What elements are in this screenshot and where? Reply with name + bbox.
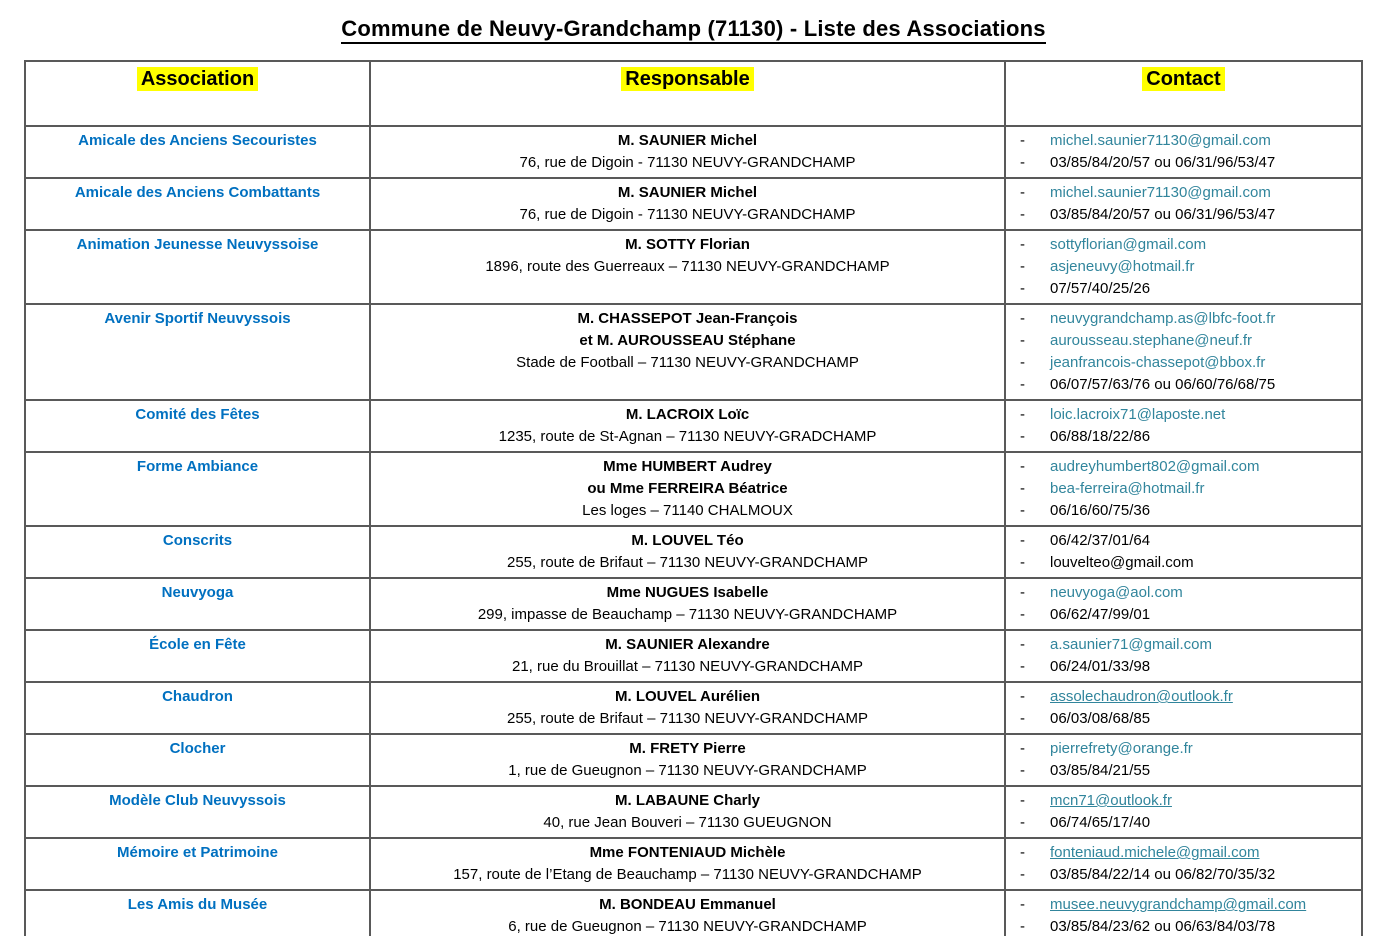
responsable-cell bbox=[370, 230, 1005, 304]
responsable-address: 40, rue Jean Bouveri – 71130 GUEUGNON bbox=[543, 814, 832, 831]
contact-email-link[interactable]: bea-ferreira@hotmail.fr bbox=[1050, 480, 1205, 497]
contact-email-link[interactable]: audreyhumbert802@gmail.com bbox=[1050, 458, 1260, 475]
responsable-cell bbox=[370, 452, 1005, 526]
contact-line bbox=[1020, 760, 1355, 782]
contact-email-link[interactable]: mcn71@outlook.fr bbox=[1050, 792, 1172, 809]
contact-line bbox=[1020, 456, 1355, 478]
list-dash: - bbox=[1020, 554, 1025, 571]
contact-cell bbox=[1005, 526, 1362, 578]
list-dash: - bbox=[1020, 896, 1025, 913]
contact-cell bbox=[1005, 578, 1362, 630]
contact-line bbox=[1020, 478, 1355, 500]
contact-phone: 06/88/18/22/86 bbox=[1050, 428, 1151, 445]
table-row bbox=[25, 682, 1362, 734]
responsable-address: 1, rue de Gueugnon – 71130 NEUVY-GRANDCHAMP bbox=[508, 762, 867, 779]
responsable-address: 1235, route de St-Agnan – 71130 NEUVY-GRADCHAMP bbox=[498, 428, 877, 445]
contact-phone: 03/85/84/20/57 ou 06/31/96/53/47 bbox=[1050, 154, 1276, 171]
contact-email-link[interactable]: pierrefrety@orange.fr bbox=[1050, 740, 1193, 757]
list-dash: - bbox=[1020, 710, 1025, 727]
responsable-name: M. FRETY Pierre bbox=[629, 740, 746, 757]
contact-cell bbox=[1005, 630, 1362, 682]
list-dash: - bbox=[1020, 310, 1025, 327]
contact-email-link[interactable]: sottyflorian@gmail.com bbox=[1050, 236, 1207, 253]
responsable-name: Mme FONTENIAUD Michèle bbox=[589, 844, 786, 861]
contact-line bbox=[1020, 842, 1355, 864]
contact-phone: 07/57/40/25/26 bbox=[1050, 280, 1151, 297]
contact-email-link[interactable]: a.saunier71@gmail.com bbox=[1050, 636, 1212, 653]
association-name: Amicale des Anciens Combattants bbox=[25, 178, 370, 230]
list-dash: - bbox=[1020, 332, 1025, 349]
contact-line bbox=[1020, 404, 1355, 426]
page-title-text: Commune de Neuvy-Grandchamp (71130) - Liste des Associations bbox=[341, 16, 1045, 44]
contact-email-link[interactable]: louvelteo@gmail.com bbox=[1050, 554, 1194, 571]
contact-line bbox=[1020, 374, 1355, 396]
association-name: École en Fête bbox=[25, 630, 370, 682]
association-name: Forme Ambiance bbox=[25, 452, 370, 526]
column-header-contact bbox=[1005, 61, 1362, 126]
contact-email-link[interactable]: neuvygrandchamp.as@lbfc-foot.fr bbox=[1050, 310, 1276, 327]
contact-line bbox=[1020, 634, 1355, 656]
table-row bbox=[25, 734, 1362, 786]
contact-cell bbox=[1005, 838, 1362, 890]
list-dash: - bbox=[1020, 584, 1025, 601]
list-dash: - bbox=[1020, 258, 1025, 275]
responsable-address: 157, route de l’Etang de Beauchamp – 71130 NEUVY-GRANDCHAMP bbox=[453, 866, 922, 883]
contact-email-link[interactable]: musee.neuvygrandchamp@gmail.com bbox=[1050, 896, 1307, 913]
list-dash: - bbox=[1020, 688, 1025, 705]
list-dash: - bbox=[1020, 606, 1025, 623]
responsable-cell bbox=[370, 682, 1005, 734]
list-dash: - bbox=[1020, 206, 1025, 223]
contact-phone: 06/16/60/75/36 bbox=[1050, 502, 1151, 519]
contact-email-link[interactable]: michel.saunier71130@gmail.com bbox=[1050, 132, 1271, 149]
responsable-name: ou Mme FERREIRA Béatrice bbox=[587, 480, 788, 497]
association-name: Animation Jeunesse Neuvyssoise bbox=[25, 230, 370, 304]
list-dash: - bbox=[1020, 406, 1025, 423]
associations-table bbox=[24, 60, 1363, 936]
contact-email-link[interactable]: aurousseau.stephane@neuf.fr bbox=[1050, 332, 1253, 349]
responsable-name: M. BONDEAU Emmanuel bbox=[599, 896, 776, 913]
list-dash: - bbox=[1020, 236, 1025, 253]
association-name: Modèle Club Neuvyssois bbox=[25, 786, 370, 838]
contact-phone: 06/24/01/33/98 bbox=[1050, 658, 1151, 675]
contact-email-link[interactable]: asjeneuvy@hotmail.fr bbox=[1050, 258, 1195, 275]
responsable-cell bbox=[370, 890, 1005, 936]
contact-line bbox=[1020, 916, 1355, 936]
column-header-contact-label: Contact bbox=[1142, 67, 1224, 91]
contact-line bbox=[1020, 530, 1355, 552]
column-header-responsable-label: Responsable bbox=[621, 67, 753, 91]
responsable-name: M. LABAUNE Charly bbox=[614, 792, 760, 809]
responsable-name: M. SAUNIER Alexandre bbox=[605, 636, 770, 653]
contact-cell bbox=[1005, 304, 1362, 400]
contact-cell bbox=[1005, 178, 1362, 230]
responsable-address: 76, rue de Digoin - 71130 NEUVY-GRANDCHAMP bbox=[519, 206, 856, 223]
list-dash: - bbox=[1020, 184, 1025, 201]
association-name: Conscrits bbox=[25, 526, 370, 578]
list-dash: - bbox=[1020, 814, 1025, 831]
responsable-name: M. LACROIX Loïc bbox=[625, 406, 750, 423]
responsable-name: M. CHASSEPOT Jean-François bbox=[577, 310, 798, 327]
responsable-cell bbox=[370, 838, 1005, 890]
contact-phone: 06/07/57/63/76 ou 06/60/76/68/75 bbox=[1050, 376, 1276, 393]
contact-phone: 06/62/47/99/01 bbox=[1050, 606, 1151, 623]
contact-cell bbox=[1005, 734, 1362, 786]
responsable-address: 299, impasse de Beauchamp – 71130 NEUVY-GRANDCHAMP bbox=[477, 606, 898, 623]
contact-line bbox=[1020, 686, 1355, 708]
contact-email-link[interactable]: assolechaudron@outlook.fr bbox=[1050, 688, 1233, 705]
contact-phone: 03/85/84/20/57 ou 06/31/96/53/47 bbox=[1050, 206, 1276, 223]
contact-line bbox=[1020, 152, 1355, 174]
page-title bbox=[0, 0, 1387, 42]
contact-line bbox=[1020, 182, 1355, 204]
contact-phone: 03/85/84/23/62 ou 06/63/84/03/78 bbox=[1050, 918, 1276, 935]
responsable-address: 21, rue du Brouillat – 71130 NEUVY-GRANDCHAMP bbox=[512, 658, 863, 675]
contact-line bbox=[1020, 278, 1355, 300]
responsable-name: M. SAUNIER Michel bbox=[617, 132, 758, 149]
responsable-address: Stade de Football – 71130 NEUVY-GRANDCHAMP bbox=[516, 354, 859, 371]
list-dash: - bbox=[1020, 458, 1025, 475]
responsable-cell bbox=[370, 630, 1005, 682]
contact-email-link[interactable]: jeanfrancois-chassepot@bbox.fr bbox=[1050, 354, 1266, 371]
contact-line bbox=[1020, 864, 1355, 886]
associations-tbody bbox=[25, 126, 1362, 936]
association-name: Amicale des Anciens Secouristes bbox=[25, 126, 370, 178]
contact-line bbox=[1020, 656, 1355, 678]
header-row bbox=[25, 61, 1362, 126]
contact-cell bbox=[1005, 400, 1362, 452]
list-dash: - bbox=[1020, 480, 1025, 497]
table-row bbox=[25, 838, 1362, 890]
list-dash: - bbox=[1020, 502, 1025, 519]
list-dash: - bbox=[1020, 844, 1025, 861]
responsable-cell bbox=[370, 304, 1005, 400]
contact-phone: 06/03/08/68/85 bbox=[1050, 710, 1151, 727]
contact-line bbox=[1020, 204, 1355, 226]
contact-line bbox=[1020, 234, 1355, 256]
table-row bbox=[25, 786, 1362, 838]
responsable-name: et M. AUROUSSEAU Stéphane bbox=[579, 332, 796, 349]
column-header-responsable bbox=[370, 61, 1005, 126]
contact-cell bbox=[1005, 452, 1362, 526]
responsable-address: 6, rue de Gueugnon – 71130 NEUVY-GRANDCHAMP bbox=[508, 918, 867, 935]
list-dash: - bbox=[1020, 636, 1025, 653]
list-dash: - bbox=[1020, 792, 1025, 809]
contact-line bbox=[1020, 738, 1355, 760]
responsable-address: Les loges – 71140 CHALMOUX bbox=[582, 502, 793, 519]
association-name: Comité des Fêtes bbox=[25, 400, 370, 452]
contact-line bbox=[1020, 130, 1355, 152]
contact-phone: 06/42/37/01/64 bbox=[1050, 532, 1151, 549]
association-name: Chaudron bbox=[25, 682, 370, 734]
list-dash: - bbox=[1020, 428, 1025, 445]
list-dash: - bbox=[1020, 866, 1025, 883]
table-header bbox=[25, 61, 1362, 126]
table-row bbox=[25, 304, 1362, 400]
contact-email-link[interactable]: loic.lacroix71@laposte.net bbox=[1050, 406, 1226, 423]
responsable-cell bbox=[370, 786, 1005, 838]
responsable-cell bbox=[370, 734, 1005, 786]
responsable-cell bbox=[370, 400, 1005, 452]
responsable-cell bbox=[370, 178, 1005, 230]
table-row bbox=[25, 526, 1362, 578]
table-row bbox=[25, 890, 1362, 936]
contact-line bbox=[1020, 812, 1355, 834]
contact-line bbox=[1020, 330, 1355, 352]
contact-line bbox=[1020, 256, 1355, 278]
column-header-association-label: Association bbox=[137, 67, 258, 91]
contact-phone: 03/85/84/22/14 ou 06/82/70/35/32 bbox=[1050, 866, 1276, 883]
contact-line bbox=[1020, 308, 1355, 330]
contact-phone: 06/74/65/17/40 bbox=[1050, 814, 1151, 831]
table-row bbox=[25, 630, 1362, 682]
contact-line bbox=[1020, 604, 1355, 626]
list-dash: - bbox=[1020, 918, 1025, 935]
contact-cell bbox=[1005, 230, 1362, 304]
responsable-address: 255, route de Brifaut – 71130 NEUVY-GRANDCHAMP bbox=[506, 554, 868, 571]
list-dash: - bbox=[1020, 658, 1025, 675]
association-name: Clocher bbox=[25, 734, 370, 786]
list-dash: - bbox=[1020, 740, 1025, 757]
contact-cell bbox=[1005, 682, 1362, 734]
responsable-name: M. LOUVEL Aurélien bbox=[614, 688, 761, 705]
table-row bbox=[25, 178, 1362, 230]
association-name: Neuvyoga bbox=[25, 578, 370, 630]
responsable-name: M. LOUVEL Téo bbox=[631, 532, 744, 549]
responsable-cell bbox=[370, 126, 1005, 178]
responsable-address: 1896, route des Guerreaux – 71130 NEUVY-GRANDCHAMP bbox=[485, 258, 890, 275]
responsable-cell bbox=[370, 526, 1005, 578]
responsable-address: 255, route de Brifaut – 71130 NEUVY-GRANDCHAMP bbox=[506, 710, 868, 727]
contact-line bbox=[1020, 790, 1355, 812]
contact-line bbox=[1020, 426, 1355, 448]
table-row bbox=[25, 578, 1362, 630]
contact-line bbox=[1020, 708, 1355, 730]
list-dash: - bbox=[1020, 762, 1025, 779]
column-header-association bbox=[25, 61, 370, 126]
table-row bbox=[25, 126, 1362, 178]
table-row bbox=[25, 230, 1362, 304]
list-dash: - bbox=[1020, 354, 1025, 371]
contact-cell bbox=[1005, 890, 1362, 936]
responsable-name: Mme NUGUES Isabelle bbox=[606, 584, 769, 601]
association-name: Avenir Sportif Neuvyssois bbox=[25, 304, 370, 400]
table-row bbox=[25, 400, 1362, 452]
list-dash: - bbox=[1020, 280, 1025, 297]
contact-line bbox=[1020, 500, 1355, 522]
list-dash: - bbox=[1020, 154, 1025, 171]
contact-line bbox=[1020, 352, 1355, 374]
list-dash: - bbox=[1020, 376, 1025, 393]
contact-cell bbox=[1005, 786, 1362, 838]
association-name: Mémoire et Patrimoine bbox=[25, 838, 370, 890]
contact-line bbox=[1020, 582, 1355, 604]
responsable-cell bbox=[370, 578, 1005, 630]
list-dash: - bbox=[1020, 132, 1025, 149]
contact-email-link[interactable]: michel.saunier71130@gmail.com bbox=[1050, 184, 1271, 201]
responsable-name: M. SAUNIER Michel bbox=[617, 184, 758, 201]
contact-line bbox=[1020, 552, 1355, 574]
responsable-name: Mme HUMBERT Audrey bbox=[603, 458, 772, 475]
contact-email-link[interactable]: neuvyoga@aol.com bbox=[1050, 584, 1183, 601]
contact-email-link[interactable]: fonteniaud.michele@gmail.com bbox=[1050, 844, 1260, 861]
contact-line bbox=[1020, 894, 1355, 916]
association-name: Les Amis du Musée bbox=[25, 890, 370, 936]
responsable-address: 76, rue de Digoin - 71130 NEUVY-GRANDCHAMP bbox=[519, 154, 856, 171]
list-dash: - bbox=[1020, 532, 1025, 549]
table-row bbox=[25, 452, 1362, 526]
responsable-name: M. SOTTY Florian bbox=[625, 236, 750, 253]
contact-cell bbox=[1005, 126, 1362, 178]
contact-phone: 03/85/84/21/55 bbox=[1050, 762, 1151, 779]
